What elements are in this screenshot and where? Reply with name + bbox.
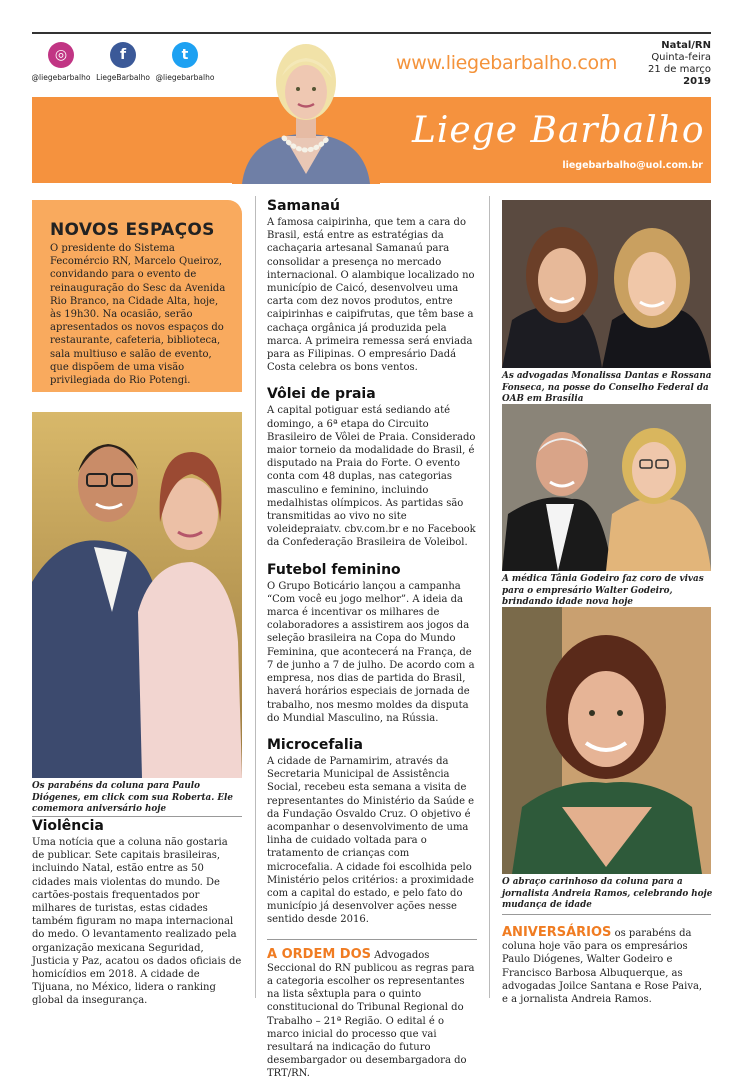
samanau-body: A famosa caipirinha, que tem a cara do Brasil, está entre as estratégias da cachaçaria artesanal Samanaú para consolidar a presença no mercado internacional. O alambique localizado no município de Caicó, desenvolveu uma carta com dez novos produtos, entre caipirinhas e caipifrutas, que têm base a cachaça orgânica já produzida pela marca. A primeira remessa será enviada para as Filipinas. O empresário Dadá Costa celebra os bons ventos. bbox=[267, 217, 475, 374]
samanau-title: Samanaú bbox=[267, 198, 340, 214]
social-facebook[interactable] bbox=[90, 42, 156, 82]
ordem-body: Advogados Seccional do RN publicou as regras para a categoria escolher os representantes na lista sêxtupla para o quinto constitucional do Tribunal Regional do Trabalho – 21ª Região. O edital é o marco inicial do processo que vai resultará na indicação do futuro desembargador ou desembargadora do TRT/RN. bbox=[267, 949, 475, 1080]
edition-info bbox=[648, 40, 711, 88]
edition-date: 21 de março bbox=[648, 64, 711, 75]
instagram-icon: ◎ bbox=[48, 42, 74, 68]
caption-doctor: A médica Tânia Godeiro faz coro de vivas para o empresário Walter Godeiro, brindando idade nova hoje bbox=[502, 574, 704, 607]
social-twitter[interactable] bbox=[152, 42, 218, 82]
novos-espacos-body: O presidente do Sistema Fecomércio RN, Marcelo Queiroz, convidando para o evento de reinauguração do Sesc da Avenida Rio Branco, na Cidade Alta, hoje, às 19h30. Na ocasião, serão apresentados os novos espaços do restaurante, cafeteria, biblioteca, sala multiuso e salão de evento, que dispõem de uma visão privilegiada do Rio Potengi. bbox=[50, 243, 226, 387]
aniversarios-lead: ANIVERSÁRIOS bbox=[502, 925, 612, 940]
divider-right bbox=[502, 914, 711, 915]
edition-city: Natal/RN bbox=[661, 40, 711, 51]
column-brand: Liege Barbalho bbox=[412, 110, 705, 151]
microcefalia-title: Microcefalia bbox=[267, 736, 363, 753]
column-left-bottom bbox=[32, 818, 242, 1008]
divider-middle bbox=[267, 939, 477, 940]
caption-journalist: O abraço carinhoso da coluna para a jornalista Andreia Ramos, celebrando hoje mudança de idade bbox=[502, 877, 713, 910]
violencia-body: Uma notícia que a coluna não gostaria de publicar. Sete capitais brasileiras, incluindo Natal, estão entre as 50 cidades mais violentas do mundo. De cartões-postais frequentados por milhares de turistas, estas cidades também figuram no mapa internacional do medo. O levantamento realizado pela organização mexicana Seguridad, Justicia y Paz, acatou os dados oficiais de homicídios em 2018. A cidade de Tijuana, no México, lidera o ranking global da insegurança. bbox=[32, 837, 242, 1007]
article-microcefalia bbox=[267, 737, 477, 927]
caption-couple: Os parabéns da coluna para Paulo Diógenes, em click com sua Roberta. Ele comemora aniversário hoje bbox=[32, 781, 233, 814]
instagram-handle: @liegebarbalho bbox=[31, 73, 91, 82]
photo-lawyers bbox=[502, 200, 711, 368]
caption-lawyers: As advogadas Monalissa Dantas e Rossana Fonseca, na posse do Conselho Federal da OAB em Brasília bbox=[502, 371, 712, 404]
facebook-handle: LiegeBarbalho bbox=[96, 73, 150, 82]
facebook-icon: f bbox=[110, 42, 136, 68]
photo-doctor-businessman bbox=[502, 404, 711, 571]
site-url[interactable]: www.liegebarbalho.com bbox=[396, 52, 618, 74]
twitter-icon: t bbox=[172, 42, 198, 68]
divider-left bbox=[32, 816, 242, 817]
article-volei bbox=[267, 386, 477, 549]
aniversarios-body: os parabéns da coluna hoje vão para os empresários Paulo Diógenes, Walter Godeiro e Francisco Barbosa Albuquerque, as advogadas Joilce Santana e Rose Paiva, e a jornalista Andreia Ramos. bbox=[502, 928, 703, 1006]
column-email[interactable]: liegebarbalho@uol.com.br bbox=[562, 160, 703, 171]
microcefalia-body: A cidade de Parnamirim, através da Secretaria Municipal de Assistência Social, recebeu esta semana a visita de representantes do Ministério da Saúde e da Fundação Osvaldo Cruz. O objetivo é acompanhar o desenvolvimento de uma linha de cuidado voltada para o tratamento de crianças com microcefalia. A cidade foi escolhida pelo Ministério pelos critérios: a proximidade com a capital do estado, e pelo fato do município já desenvolver ações nesse sentido desde 2016. bbox=[267, 755, 475, 926]
ordem-lead: A ORDEM DOS bbox=[267, 946, 371, 962]
social-instagram[interactable] bbox=[28, 42, 94, 82]
note-aniversarios bbox=[502, 926, 711, 1006]
edition-weekday: Quinta-feira bbox=[651, 52, 711, 63]
volei-body: A capital potiguar está sediando até domingo, a 6ª etapa do Circuito Brasileiro de Vôlei de Praia. Considerado maior torneio da modalidade do Brasil, é disputado na Praia do Forte. O evento conta com 48 duplas, nas categorias masculino e feminino, incluindo medalhistas olímpicos. As partidas são transmitidas ao vivo no site voleidepraiatv. cbv.com.br e no Facebook da Confederação Brasileira de Voleibol. bbox=[267, 405, 476, 549]
article-violencia bbox=[32, 818, 242, 1008]
twitter-handle: @liegebarbalho bbox=[155, 73, 215, 82]
photo-couple bbox=[32, 412, 242, 778]
futebol-body: O Grupo Boticário lançou a campanha “Com você eu jogo melhor”. A ideia da marca é incentivar os milhares de colaboradores a assistirem aos jogos da seleção brasileira na Copa do Mundo Feminina, que acontecerá na França, de 7 de junho a 7 de julho. De acordo com a empresa, nos dias de partida do Brasil, haverá horários especiais de jornada de trabalho, nos mesmo moldes da disputa do Mundial Masculino, na Rússia. bbox=[267, 580, 475, 724]
novos-espacos-box bbox=[32, 200, 242, 392]
column-divider-1 bbox=[255, 196, 256, 998]
column-divider-2 bbox=[489, 196, 490, 998]
futebol-title: Futebol feminino bbox=[267, 561, 401, 578]
violencia-title: Violência bbox=[32, 818, 104, 834]
columnist-portrait bbox=[232, 34, 380, 184]
photo-journalist bbox=[502, 607, 711, 874]
volei-title: Vôlei de praia bbox=[267, 386, 376, 403]
article-futebol bbox=[267, 562, 477, 725]
edition-year: 2019 bbox=[683, 76, 711, 87]
novos-espacos-title: NOVOS ESPAÇOS bbox=[50, 220, 215, 240]
note-ordem bbox=[267, 948, 477, 1081]
article-samanau bbox=[267, 198, 477, 374]
column-middle bbox=[267, 198, 477, 1081]
